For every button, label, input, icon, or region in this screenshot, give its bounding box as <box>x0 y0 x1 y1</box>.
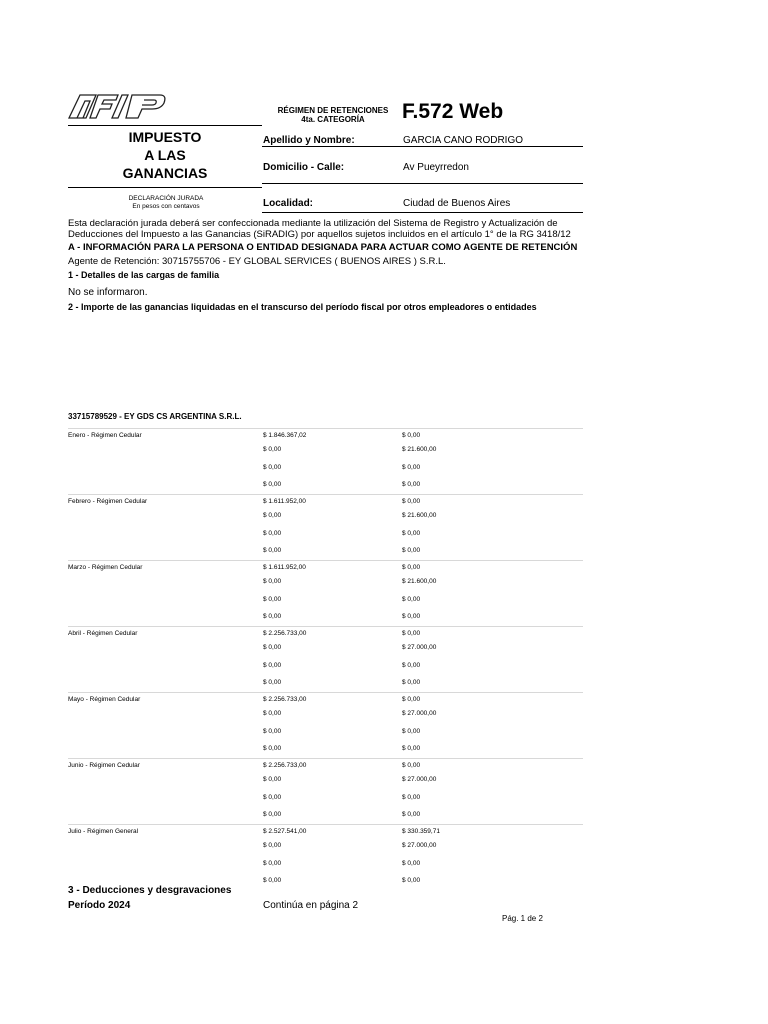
amount-cell: $ 0,00 <box>263 679 282 686</box>
table-row <box>68 575 583 593</box>
regimen-title <box>262 106 404 124</box>
table-row <box>68 544 583 560</box>
amount-cell: $ 2.256.733,00 <box>263 762 307 769</box>
amount-cell: $ 1.611.952,00 <box>263 498 306 505</box>
section-3-title: 3 - Deducciones y desgravaciones <box>68 885 232 896</box>
localidad-label: Localidad: <box>263 198 314 209</box>
amount-cell: $ 0,00 <box>402 481 421 488</box>
month-label: Junio - Régimen Cedular <box>68 762 140 769</box>
amount-cell: $ 0,00 <box>402 530 421 537</box>
amount-cell: $ 0,00 <box>402 432 421 439</box>
amount-cell: $ 0,00 <box>402 498 421 505</box>
amount-cell: $ 330.359,71 <box>402 828 440 835</box>
table-row <box>68 742 583 758</box>
month-block <box>68 626 583 692</box>
amount-cell: $ 0,00 <box>263 842 282 849</box>
month-label: Marzo - Régimen Cedular <box>68 564 143 571</box>
table-row <box>68 707 583 725</box>
table-row <box>68 773 583 791</box>
amount-cell: $ 21.600,00 <box>402 446 437 453</box>
table-row <box>68 759 583 773</box>
month-block <box>68 692 583 758</box>
impuesto-line3: GANANCIAS <box>122 165 208 181</box>
amount-cell: $ 0,00 <box>402 596 421 603</box>
amount-cell: $ 0,00 <box>402 547 421 554</box>
table-row <box>68 839 583 857</box>
month-label: Julio - Régimen General <box>68 828 139 835</box>
amount-cell: $ 0,00 <box>263 613 282 620</box>
divider <box>68 187 262 188</box>
amount-cell: $ 0,00 <box>402 745 421 752</box>
table-row <box>68 627 583 641</box>
amount-cell: $ 0,00 <box>263 811 282 818</box>
section-a-title: A - INFORMACIÓN PARA LA PERSONA O ENTIDAD DESIGNADA PARA ACTUAR COMO AGENTE DE RETENCIÓN <box>68 242 578 253</box>
table-row <box>68 725 583 742</box>
continua-label: Continúa en página 2 <box>263 900 359 911</box>
table-row <box>68 561 583 575</box>
amount-cell: $ 0,00 <box>263 745 282 752</box>
ddjj-line1: DECLARACIÓN JURADA <box>128 195 204 202</box>
ddjj-line2: En pesos con centavos <box>132 203 200 210</box>
amount-cell: $ 0,00 <box>263 446 282 453</box>
employer-header: 33715789529 - EY GDS CS ARGENTINA S.R.L. <box>68 412 242 421</box>
page-number: Pág. 1 de 2 <box>502 914 543 923</box>
amount-cell: $ 27.000,00 <box>402 842 437 849</box>
table-row <box>68 593 583 610</box>
month-label: Febrero - Régimen Cedular <box>68 498 148 505</box>
apellido-label: Apellido y Nombre: <box>263 135 355 146</box>
amount-cell: $ 0,00 <box>263 794 282 801</box>
month-block <box>68 758 583 824</box>
agente-retencion: Agente de Retención: 30715755706 - EY GLOBAL SERVICES ( BUENOS AIRES ) S.R.L. <box>68 256 446 267</box>
amount-cell: $ 0,00 <box>402 564 421 571</box>
amount-cell: $ 0,00 <box>263 776 282 783</box>
amount-cell: $ 2.256.733,00 <box>263 630 307 637</box>
domicilio-value: Av Pueyrredon <box>403 162 469 173</box>
localidad-value: Ciudad de Buenos Aires <box>403 198 511 209</box>
apellido-value: GARCIA CANO RODRIGO <box>403 135 524 146</box>
no-informaron: No se informaron. <box>68 287 148 298</box>
amount-cell: $ 1.611.952,00 <box>263 564 306 571</box>
amount-cell: $ 2.527.541,00 <box>263 828 307 835</box>
amount-cell: $ 0,00 <box>402 613 421 620</box>
table-row <box>68 610 583 626</box>
declaracion-jurada <box>120 195 212 211</box>
impuesto-line2: A LAS <box>144 147 186 163</box>
form-title: F.572 Web <box>402 100 504 123</box>
amount-cell: $ 27.000,00 <box>402 710 437 717</box>
amount-cell: $ 1.846.367,02 <box>263 432 307 439</box>
table-row <box>68 857 583 874</box>
table-row <box>68 676 583 692</box>
month-block <box>68 560 583 626</box>
month-block <box>68 494 583 560</box>
domicilio-label: Domicilio - Calle: <box>263 162 345 173</box>
table-row <box>68 791 583 808</box>
divider <box>68 125 262 126</box>
amount-cell: $ 0,00 <box>402 696 421 703</box>
ganancias-table <box>68 428 583 890</box>
amount-cell: $ 0,00 <box>263 877 282 884</box>
amount-cell: $ 0,00 <box>402 464 421 471</box>
amount-cell: $ 0,00 <box>263 596 282 603</box>
divider <box>262 146 583 147</box>
month-block <box>68 824 583 890</box>
amount-cell: $ 21.600,00 <box>402 512 437 519</box>
amount-cell: $ 21.600,00 <box>402 578 437 585</box>
amount-cell: $ 2.256.733,00 <box>263 696 307 703</box>
table-row <box>68 693 583 707</box>
amount-cell: $ 0,00 <box>263 728 282 735</box>
amount-cell: $ 0,00 <box>263 512 282 519</box>
table-row <box>68 659 583 676</box>
amount-cell: $ 0,00 <box>402 679 421 686</box>
amount-cell: $ 0,00 <box>402 860 421 867</box>
amount-cell: $ 0,00 <box>402 630 421 637</box>
divider <box>262 183 583 184</box>
table-row <box>68 478 583 494</box>
month-label: Abril - Régimen Cedular <box>68 630 138 637</box>
amount-cell: $ 27.000,00 <box>402 776 437 783</box>
amount-cell: $ 27.000,00 <box>402 644 437 651</box>
amount-cell: $ 0,00 <box>263 464 282 471</box>
amount-cell: $ 0,00 <box>263 530 282 537</box>
table-row <box>68 808 583 824</box>
afip-logo <box>68 93 168 119</box>
amount-cell: $ 0,00 <box>263 710 282 717</box>
impuesto-line1: IMPUESTO <box>128 129 202 145</box>
table-row <box>68 509 583 527</box>
table-row <box>68 825 583 839</box>
table-row <box>68 641 583 659</box>
table-row <box>68 443 583 461</box>
table-row <box>68 527 583 544</box>
amount-cell: $ 0,00 <box>402 877 421 884</box>
divider <box>262 212 583 213</box>
regimen-line2: 4ta. CATEGORÍA <box>301 115 365 124</box>
regimen-line1: RÉGIMEN DE RETENCIONES <box>277 106 389 115</box>
month-block <box>68 428 583 494</box>
table-row <box>68 461 583 478</box>
impuesto-title <box>100 128 230 182</box>
amount-cell: $ 0,00 <box>402 794 421 801</box>
amount-cell: $ 0,00 <box>402 762 421 769</box>
section-1-title: 1 - Detalles de las cargas de familia <box>68 270 220 280</box>
table-row <box>68 429 583 443</box>
month-label: Mayo - Régimen Cedular <box>68 696 141 703</box>
intro-paragraph: Esta declaración jurada deberá ser confeccionada mediante la utilización del Sistema de Registro y Actualización de Deducciones del Impuesto a las Ganancias (SiRADIG) por aquellos sujetos incluidos en el artículo 1° de la RG 3418/12 <box>68 219 571 240</box>
section-2-title: 2 - Importe de las ganancias liquidadas en el transcurso del período fiscal por otros empleadores o entidades <box>68 302 537 312</box>
periodo: Período 2024 <box>68 900 131 911</box>
amount-cell: $ 0,00 <box>263 578 282 585</box>
amount-cell: $ 0,00 <box>263 481 282 488</box>
amount-cell: $ 0,00 <box>263 860 282 867</box>
amount-cell: $ 0,00 <box>263 662 282 669</box>
amount-cell: $ 0,00 <box>402 728 421 735</box>
amount-cell: $ 0,00 <box>402 662 421 669</box>
amount-cell: $ 0,00 <box>402 811 421 818</box>
table-row <box>68 495 583 509</box>
month-label: Enero - Régimen Cedular <box>68 432 142 439</box>
amount-cell: $ 0,00 <box>263 644 282 651</box>
amount-cell: $ 0,00 <box>263 547 282 554</box>
